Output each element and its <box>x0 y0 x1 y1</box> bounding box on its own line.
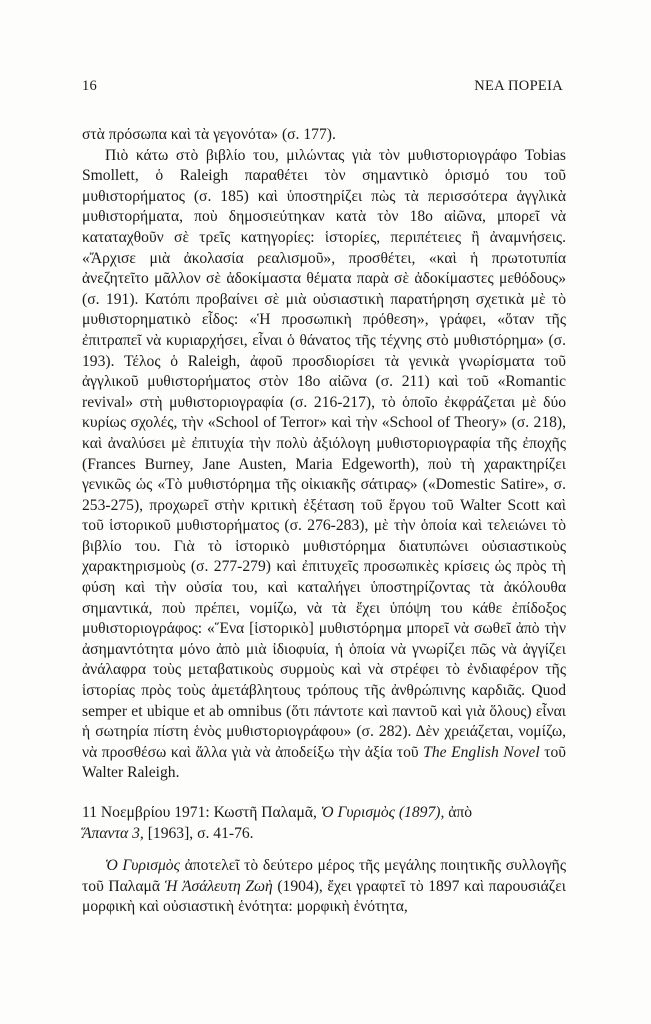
main-text <box>82 125 566 784</box>
entry-line-2 <box>82 824 566 845</box>
book-title: The English Novel <box>423 743 540 761</box>
gyrismos-text-1: ἀποτελεῖ τὸ δεύτερο μέρος τῆς μεγάλης ποιητικῆς συλλογῆς τοῦ Παλαμᾶ <box>82 857 567 895</box>
gyrismos-text <box>82 856 566 918</box>
entry-collection: Ἅπαντα 3, <box>82 824 144 842</box>
entry-line-1 <box>82 803 566 824</box>
entry-date-author: 11 Νοεμβρίου 1971: Κωστῆ Παλαμᾶ, <box>82 804 321 821</box>
raleigh-paragraph <box>82 146 566 784</box>
gyrismos-paragraph <box>82 856 566 918</box>
gyrismos-title: Ὁ Γυρισμὸς <box>105 857 180 874</box>
entry-work-title: Ὁ Γυρισμὸς (1897), <box>320 804 445 821</box>
continuation-line: στὰ πρόσωπα καὶ τὰ γεγονότα» (σ. 177). <box>82 126 336 143</box>
raleigh-text-end: τοῦ Walter Raleigh. <box>82 743 567 782</box>
raleigh-text: Πιὸ κάτω στὸ βιβλίο του, μιλώντας γιὰ τὸν μυθιστοριογράφο Tobias Smollett, ὁ Raleigh παραθέτει τὸν σημαντικὸ ὁρισμό του τοῦ μυθιστορήματος (σ. 185) καὶ ὑποστηρίζει πὼς τὰ περισσότερα ἀγγλικὰ μυθιστορήματα, ποὺ δημοσιεύτηκαν κατὰ τὸν 18ο αἰῶνα, μπορεῖ νὰ καταταχθοῦν σὲ τρεῖς κατηγορίες: ἱστορίες, περιπέτειες ἢ ἀναμνήσεις. «Ἄρχισε μιὰ ἀκολασία ρεαλισμοῦ», προσθέτει, «καὶ ἡ πρωτοτυπία ἀνεζητεῖτο μᾶλλον σὲ ἀδοκίμαστα θέματα παρὰ σὲ ἀδοκίμαστες μεθόδους» (σ. 191). Κατόπι προβαίνει σὲ μιὰ οὐσιαστικὴ παρατήρηση σχετικὰ μὲ τὸ μυθιστορηματικὸ εἶδος: «Ἡ προσωπικὴ πρόθεση», γράφει, «ὅταν τῆς ἐπιτραπεῖ νὰ κυριαρχήσει, εἶναι ὁ θάνατος τῆς τέχνης στὸ μυθιστόρημα» (σ. 193). Τέλος ὁ Raleigh, ἀφοῦ προσδιορίσει τὰ γενικὰ γνωρίσματα τοῦ ἀγγλικοῦ μυθιστορήματος στὸν 18ο αἰῶνα (σ. 211) καὶ τοῦ «Romantic revival» στὴ μυθιστοριογραφία (σ. 216-217), τὸ ὁποῖο ἐκφράζεται μὲ δύο κυρίως σχολές, τὴν «School of Terror» καὶ τὴν «School of Theory» (σ. 218), καὶ ἀναλύσει μὲ ἐπιτυχία τὴν πολὺ ἀξιόλογη μυθιστοριογραφία τῆς ἐποχῆς (Frances Burney, Jane Austen, Maria Edgeworth), ποὺ τὴ χαρακτηρίζει γενικῶς ὡς «Τὸ μυθιστόρημα τῆς οἰκιακῆς σάτιρας» («Domestic Satire», σ. 253-275), προχωρεῖ στὴν κριτικὴ ἐξέταση τοῦ ἔργου τοῦ Walter Scott καὶ τοῦ ἱστορικοῦ μυθιστορήματος (σ. 276-283), μὲ τὴν ὁποία καὶ τελειώνει τὸ βιβλίο του. Γιὰ τὸ ἱστορικὸ μυθιστόρημα διατυπώνει οὐσιαστικοὺς χαρακτηρισμοὺς (σ. 277-279) καὶ ἐπιτυχεῖς προσωπικὲς κρίσεις ὡς πρὸς τὴ φύση καὶ τὴν οὐσία του, καὶ καταλήγει ὑποστηρίζοντας τὰ ἀκόλουθα σημαντικά, ποὺ πρέπει, νομίζω, νὰ τὰ ἔχει ὑπόψη του κάθε ἐπίδοξος μυθιστοριογράφος: «Ἕνα [ἱστορικὸ] μυθιστόρημα μπορεῖ νὰ σωθεῖ ἀπὸ τὴν ἀσημαντότητα μόνο ἀπὸ μιὰ ἰδιοφυία, ἡ ὁποία νὰ γνωρίζει πῶς νὰ ἀγγίζει ἀνάλαφρα τοὺς μεταβατικοὺς συρμοὺς καὶ νὰ στρέφει τὸ ἐνδιαφέρον τῆς ἱστορίας πρὸς τοὺς ἀμετάβλητους τρόπους τῆς ἀνθρώπινης καρδιᾶς. Quod semper et ubique et ab omnibus (ὅτι πάντοτε καὶ παντοῦ καὶ γιὰ ὅλους) εἶναι ἡ σωτηρία πίστη ἑνὸς μυθιστοριογράφου» (σ. 282). Δὲν χρειάζεται, νομίζω, νὰ προσθέσω καὶ ἄλλα γιὰ νὰ ἀποδείξω τὴν ἀξία τοῦ <box>82 146 566 761</box>
gyrismos-text-2: (1904), ἔχει γραφτεῖ τὸ 1897 καὶ παρουσιάζει μορφικὴ καὶ οὐσιαστικὴ ἑνότητα: μορφικὴ ἑνότητα, <box>82 877 567 916</box>
dated-entry-heading <box>82 803 566 844</box>
asaleuti-zoi-title: Ἡ Ἀσάλευτη Ζωὴ <box>164 877 273 895</box>
page-number: 16 <box>82 78 98 94</box>
running-title: ΝΕΑ ΠΟΡΕΙΑ <box>474 78 563 94</box>
entry-from: ἀπὸ <box>444 804 473 821</box>
entry-pages: [1963], σ. 41-76. <box>143 824 254 842</box>
page-header <box>82 78 563 95</box>
